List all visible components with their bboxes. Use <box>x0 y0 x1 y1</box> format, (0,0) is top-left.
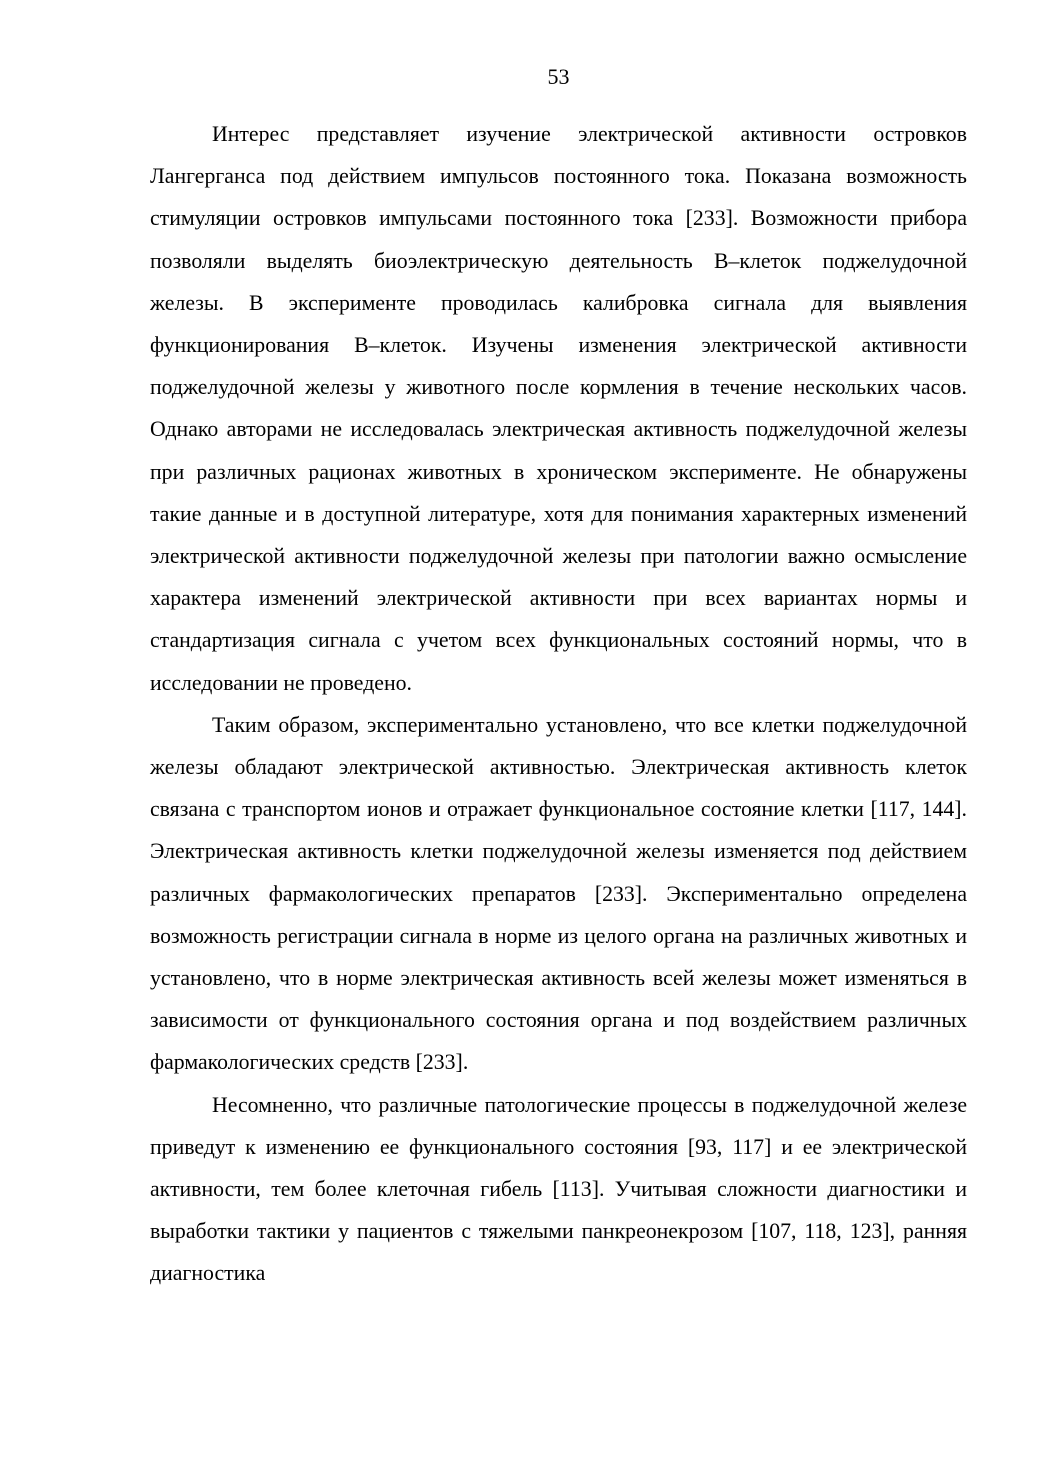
document-body <box>150 113 967 1295</box>
paragraph-experimental-findings: Таким образом, экспериментально установлено, что все клетки поджелудочной железы обладают электрической активностью. Электрическая активность клеток связана с транспортом ионов и отражает функциональное состояние клетки [117, 144]. Электрическая активность клетки поджелудочной железы изменяется под действием различных фармакологических препаратов [233]. Экспериментально определена возможность регистрации сигнала в норме из целого органа на различных животных и установлено, что в норме электрическая активность всей железы может изменяться в зависимости от функционального состояния органа и под воздействием различных фармакологических средств [233]. <box>150 712 967 1075</box>
paragraph-langerhans-islets: Интерес представляет изучение электрической активности островков Лангерганса под действием импульсов постоянного тока. Показана возможность стимуляции островков импульсами постоянного тока [233]. Возможности прибора позволяли выделять биоэлектрическую деятельность В–клеток поджелудочной железы. В эксперименте проводилась калибровка сигнала для выявления функционирования В–клеток. Изучены изменения электрической активности поджелудочной железы у животного после кормления в течение нескольких часов. Однако авторами не исследовалась электрическая активность поджелудочной железы при различных рационах животных в хроническом эксперименте. Не обнаружены такие данные и в доступной литературе, хотя для понимания характерных изменений электрической активности поджелудочной железы при патологии важно осмысление характера изменений электрической активности при всех вариантах нормы и стандартизация сигнала с учетом всех функциональных состояний нормы, что в исследовании не проведено. <box>150 122 967 695</box>
paragraph-pathological-processes: Несомненно, что различные патологические процессы в поджелудочной железе приведут к изменению ее функционального состояния [93, 117] и ее электрической активности, тем более клеточная гибель [113]. Учитывая сложности диагностики и выработки тактики у пациентов с тяжелыми панкреонекрозом [107, 118, 123], ранняя диагностика <box>150 1092 967 1286</box>
page-number: 53 <box>547 64 570 89</box>
